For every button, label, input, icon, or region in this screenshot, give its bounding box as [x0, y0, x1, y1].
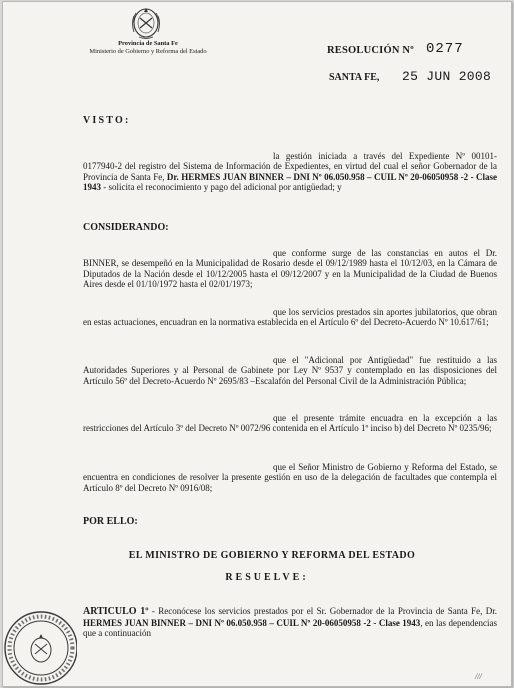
city-label: SANTA FE,: [329, 72, 380, 83]
ministry-name: Ministerio de Gobierno y Reforma del Estado: [89, 47, 207, 55]
considerando-heading: CONSIDERANDO:: [83, 222, 169, 233]
issuer-block: [55, 40, 241, 55]
por-ello-heading: POR ELLO:: [83, 516, 138, 527]
articulo-1-text: - Reconócese los servicios prestados por el Sr. Gobernador de la Provincia de Santa Fe, Dr.: [148, 606, 497, 616]
resuelve-heading: RESUELVE:: [225, 572, 309, 583]
continuation-mark: ///: [475, 672, 482, 681]
resolution-label: RESOLUCIÓN Nº: [327, 45, 414, 56]
considerando-paragraph-3: que el "Adicional por Antigüedad" fue restituido a las Autoridades Superiores y al Personal de Gabinete por Ley Nº 9537 y contemplado en las disposiciones del Artículo 56º del Decreto-Acuerdo Nº 2695/83 –Escalafón del Personal Civil de la Administración Pública;: [83, 355, 497, 386]
visto-text: la gestión iniciada a través del Expediente Nº 00101-0177940-2 del registro del Sistema de Información de Expedientes, en virtud del cual el señor Gobernador de la Provincia de Santa Fe,: [83, 151, 497, 182]
coat-of-arms-icon: [129, 4, 163, 40]
visto-text-end: - solicita el reconocimiento y pago del adicional por antigüedad; y: [101, 182, 342, 193]
considerando-paragraph-1: que conforme surge de las constancias en autos el Dr. BINNER, se desempeñó en la Municipalidad de Rosario desde el 09/12/1989 hasta el 10/12/03, en la Cámara de Diputados de la Nación desde el 10/12/2005 hasta el 09/12/2007 y en la Municipalidad de la Ciudad de Buenos Aires desde el 01/10/1972 hasta el 02/01/1973;: [83, 248, 497, 290]
document-page: [2, 1, 512, 687]
visto-heading: VISTO:: [83, 115, 131, 126]
articulo-1-label: ARTICULO 1º: [83, 606, 149, 617]
date-stamp: 25 JUN 2008: [402, 69, 492, 84]
official-seal-stamp: [2, 604, 77, 686]
considerando-paragraph-5: que el Señor Ministro de Gobierno y Reforma del Estado, se encuentra en condiciones de resolver la presente gestión en uso de la delegación de facultades que contempla el Artículo 8º del Decreto Nº 0916/08;: [83, 462, 497, 493]
visto-paragraph: [83, 151, 497, 193]
articulo-1-bold-text: HERMES JUAN BINNER – DNI Nº 06.050.958 – CUIL Nº 20-06050958 -2 - Clase 1943: [83, 617, 421, 628]
articulo-1-text-end: , en las dependencias que a continuación: [83, 617, 498, 639]
considerando-paragraph-4: que el presente trámite encuadra en la excepción a las restricciones del Artículo 3º del Decreto Nº 0072/96 contenida en el Artículo 1º inciso b) del Decreto Nº 0235/96;: [83, 413, 497, 434]
considerando-paragraph-2: que los servicios prestados sin aportes jubilatorios, que obran en estas actuaciones, encuadran en la normativa establecida en el Artículo 6º del Decreto-Acuerdo Nº 10.617/61;: [83, 307, 497, 328]
visto-bold-text: Dr. HERMES JUAN BINNER – DNI Nº 06.050.958 – CUIL Nº 20-06050958 -2 - Clase 1943: [83, 171, 497, 193]
province-name: Provincia de Santa Fe: [118, 40, 178, 47]
resolution-number: 0277: [426, 41, 464, 57]
authority-title: EL MINISTRO DE GOBIERNO Y REFORMA DEL ESTADO: [128, 550, 416, 561]
articulo-1: [83, 606, 497, 639]
